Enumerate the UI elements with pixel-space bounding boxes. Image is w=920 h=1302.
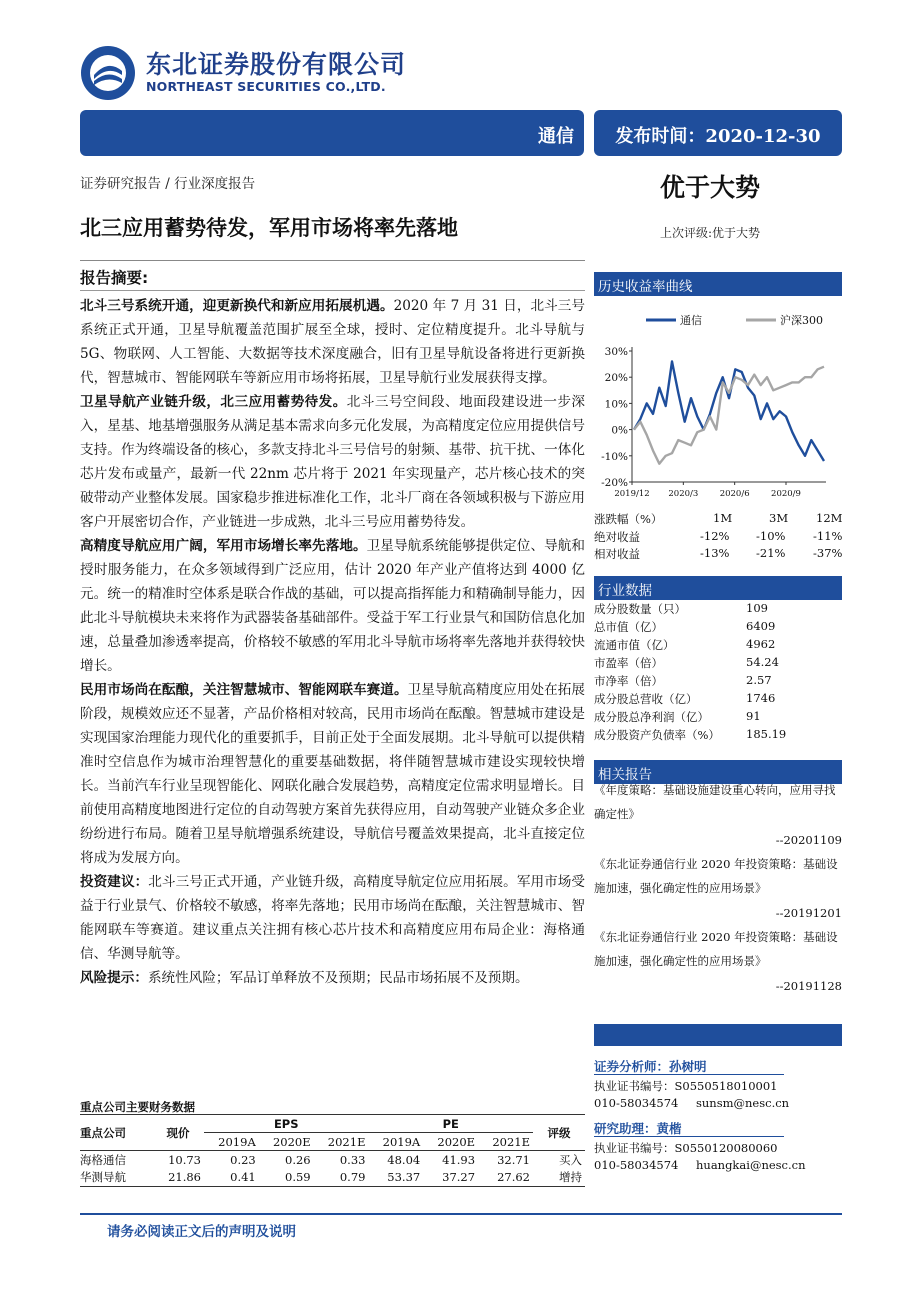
rating-cell: 增持	[559, 1170, 582, 1185]
summary-paragraph	[80, 678, 585, 870]
summary-paragraph	[80, 294, 585, 390]
paragraph-lead: 民用市场尚在酝酿，关注智慧城市、智能网联车赛道。	[80, 682, 408, 698]
cell: 0.59	[285, 1170, 311, 1185]
report-title: 北三应用蓄势待发，军用市场将率先落地	[80, 216, 458, 240]
cell: 0.79	[339, 1170, 366, 1185]
col-pe: PE	[442, 1116, 459, 1131]
paragraph-text: 卫星导航高精度应用处在拓展阶段，规模效应还不显著，产品价格相对较高，民用市场尚在酝酿。智慧城市建设是实现国家治理能力现代化的重要抓手，目前正处于全面发展期。北斗导航可以提供精准时空信息作为城市治理智慧化的重要基础数据，将伴随智慧城市建设实现较快增长。当前汽车行业呈现智能化、网联化融合发展趋势，高精度定位需求明显增长。目前使用高精度地图进行定位的自动驾驶方案首先获得应用，自动驾驶产业链众多企业纷纷进行布局。随着卫星导航增强系统建设，导航信号覆盖效果提高，北斗直接定位将成为发展方向。	[80, 682, 586, 866]
cell: 0.33	[339, 1152, 366, 1167]
industry-row	[594, 673, 842, 691]
related-report-title[interactable]: 《东北证券通信行业 2020 年投资策略：基础设施加速，强化确定性的应用场景》	[594, 930, 838, 968]
analyst-phone: 010-58034574	[594, 1096, 679, 1110]
cell: 27.62	[497, 1170, 530, 1185]
sector-bar	[80, 110, 584, 156]
series-line-telecom	[634, 362, 824, 462]
paragraph-text: 北斗三号空间段、地面段建设进一步深入，星基、地基增强服务从满足基本需求向多元化发展，为高精度定位应用提供信号支持。作为终端设备的核心，多款支持北斗三号信号的射频、基带、抗干扰、一体化芯片发布或量产，最新一代 22nm 芯片将于 2021 年实现量产，芯片核心技术的突破带动产业整体发展。国家稳步推进标准化工作，北斗厂商在各领域积极与下游应用客户开展密切合作，产业链进一步成熟，北斗三号应用蓄势待发。	[80, 394, 586, 530]
related-reports-heading: 相关报告	[594, 760, 842, 784]
series-line-csi300	[634, 367, 824, 464]
company-name-en: NORTHEAST SECURITIES CO.,LTD.	[146, 79, 386, 94]
returns-value: -13%	[700, 546, 730, 560]
returns-row	[594, 529, 842, 547]
cell: 53.37	[387, 1170, 421, 1185]
table-row	[80, 1169, 585, 1187]
cell: 0.26	[285, 1152, 311, 1167]
cell: 37.27	[442, 1170, 476, 1185]
y-tick-label: 20%	[604, 372, 628, 385]
paragraph-text: 卫星导航系统能够提供定位、导航和授时服务能力，在众多领域得到广泛应用，估计 2020 年产业产值将达到 4000 亿元。统一的精准时空体系是联合作战的基础，可以提高指挥能力和精确制导能力，因此北斗导航模块未来将作为武器装备基础部件。受益于军工行业景气和国防信息化加速，总量叠加渗透率提高，价格较不敏感的军用北斗导航市场将率先落地并获得较快增长。	[80, 538, 586, 674]
col-price: 现价	[166, 1125, 190, 1140]
summary-body	[80, 294, 585, 990]
analyst-email[interactable]: sunsm@nesc.cn	[696, 1096, 790, 1110]
assistant-phone: 010-58034574	[594, 1158, 679, 1172]
returns-row-label: 相对收益	[594, 547, 640, 561]
industry-row	[594, 619, 842, 637]
x-tick-label: 2020/9	[771, 489, 801, 499]
y-tick-label: 10%	[604, 398, 628, 411]
assistant-email[interactable]: huangkai@nesc.cn	[696, 1158, 806, 1172]
x-tick-label: 2020/6	[719, 489, 750, 499]
returns-value: -21%	[756, 546, 786, 560]
legend-label: 沪深300	[780, 314, 823, 327]
table-row	[80, 1151, 585, 1169]
analyst-name: 证券分析师：孙树明	[594, 1059, 707, 1074]
returns-value: -10%	[756, 529, 786, 543]
returns-header-1m: 1M	[713, 511, 733, 525]
year-header: 2019A	[368, 1133, 423, 1151]
x-tick-label: 2020/3	[668, 489, 699, 499]
chart-heading: 历史收益率曲线	[594, 272, 842, 296]
industry-value: 1746	[746, 691, 776, 705]
industry-label: 成分股数量（只）	[594, 602, 686, 616]
cell: 32.71	[497, 1152, 530, 1167]
company-logo	[80, 45, 136, 101]
report-type: 证券研究报告 / 行业深度报告	[80, 176, 256, 192]
industry-value: 4962	[746, 637, 776, 651]
returns-row	[594, 546, 842, 564]
year-header: 2020E	[259, 1133, 314, 1151]
industry-label: 市净率（倍）	[594, 674, 663, 688]
paragraph-lead: 高精度导航应用广阔，军用市场增长率先落地。	[80, 538, 367, 554]
industry-label: 市盈率（倍）	[594, 656, 663, 670]
industry-value: 185.19	[746, 727, 787, 741]
footer-notice: 请务必阅读正文后的声明及说明	[107, 1224, 296, 1240]
summary-paragraph	[80, 534, 585, 678]
cell: 0.23	[230, 1152, 256, 1167]
y-tick-label: -20%	[601, 477, 628, 489]
assistant-name: 研究助理：黄楷	[594, 1121, 682, 1136]
industry-value: 54.24	[746, 655, 779, 669]
related-report-title[interactable]: 《东北证券通信行业 2020 年投资策略：基础设施加速，强化确定性的应用场景》	[594, 857, 838, 895]
company-name-cn: 东北证券股份有限公司	[146, 50, 407, 79]
industry-label: 成分股总净利润（亿）	[594, 710, 709, 724]
return-chart	[594, 296, 842, 506]
col-eps: EPS	[273, 1116, 299, 1131]
col-company: 重点公司	[80, 1125, 126, 1140]
industry-row	[594, 709, 842, 727]
company-name: 华测导航	[80, 1170, 126, 1185]
industry-row	[594, 655, 842, 673]
year-header: 2021E	[478, 1133, 533, 1151]
industry-row	[594, 727, 842, 745]
cell: 48.04	[387, 1152, 421, 1167]
cell: 41.93	[442, 1152, 476, 1167]
paragraph-lead: 投资建议：	[80, 874, 149, 890]
returns-header-12m: 12M	[816, 511, 843, 525]
x-tick-label: 2019/12	[614, 489, 650, 499]
paragraph-text: 系统性风险；军品订单释放不及预期；民品市场拓展不及预期。	[147, 970, 529, 986]
assistant-cert: 执业证书编号：S0550120080060	[594, 1141, 778, 1155]
analyst-cert: 执业证书编号：S0550518010001	[594, 1079, 778, 1093]
paragraph-text: 北斗三号正式开通，产业链升级，高精度导航定位应用拓展。军用市场受益于行业景气、价格较不敏感，将率先落地；民用市场尚在酝酿，关注智慧城市、智能网联车等赛道。建议重点关注拥有核心芯片技术和高精度应用布局企业：海格通信、华测导航等。	[80, 874, 586, 962]
summary-paragraph	[80, 870, 585, 966]
divider	[80, 260, 585, 261]
cell: 21.86	[168, 1170, 201, 1185]
industry-value: 91	[746, 709, 761, 723]
industry-row	[594, 691, 842, 709]
analyst-section-bar	[594, 1024, 842, 1046]
industry-label: 总市值（亿）	[594, 620, 663, 634]
publish-date: 发布时间：2020-12-30	[615, 126, 821, 147]
industry-value: 109	[746, 601, 768, 615]
related-report-date: --20191201	[775, 906, 842, 920]
industry-row	[594, 637, 842, 655]
industry-label: 成分股资产负债率（%）	[594, 728, 720, 742]
returns-value: -11%	[813, 529, 843, 543]
divider	[80, 290, 585, 291]
returns-row-label: 绝对收益	[594, 530, 640, 544]
industry-label: 流通市值（亿）	[594, 638, 675, 652]
returns-header-label: 涨跌幅（%）	[594, 512, 663, 526]
related-report-date: --20201109	[775, 833, 842, 847]
returns-header-row	[594, 511, 842, 529]
year-header: 2021E	[314, 1133, 369, 1151]
divider	[594, 1074, 784, 1075]
divider	[594, 1136, 784, 1137]
industry-value: 6409	[746, 619, 776, 633]
summary-paragraph	[80, 390, 585, 534]
returns-header-3m: 3M	[769, 511, 789, 525]
publish-date-bar	[594, 110, 842, 156]
key-companies-title: 重点公司主要财务数据	[80, 1100, 195, 1114]
industry-value: 2.57	[746, 673, 772, 687]
industry-row	[594, 601, 842, 619]
sector-label: 通信	[538, 126, 574, 147]
footer-divider	[80, 1213, 842, 1215]
col-rating: 评级	[547, 1125, 571, 1140]
y-tick-label: -10%	[601, 450, 628, 463]
company-name: 海格通信	[80, 1152, 126, 1167]
industry-data-heading: 行业数据	[594, 576, 842, 600]
paragraph-lead: 卫星导航产业链升级，北三应用蓄势待发。	[80, 394, 347, 410]
rating-cell: 买入	[559, 1152, 582, 1167]
y-tick-label: 30%	[604, 346, 628, 358]
legend-label: 通信	[680, 314, 702, 327]
cell: 10.73	[168, 1152, 201, 1167]
year-header: 2020E	[423, 1133, 478, 1151]
summary-heading: 报告摘要:	[80, 269, 149, 287]
year-header: 2019A	[204, 1133, 259, 1151]
paragraph-lead: 风险提示：	[80, 970, 148, 986]
cell: 0.41	[230, 1170, 256, 1185]
returns-value: -37%	[813, 546, 843, 560]
paragraph-lead: 北斗三号系统开通，迎更新换代和新应用拓展机遇。	[80, 298, 394, 314]
paragraph-text: 2020 年 7 月 31 日，北斗三号系统正式开通，卫星导航覆盖范围扩展至全球，授时、定位精度提升。北斗导航与 5G、物联网、人工智能、大数据等技术深度融合，旧有卫星导航设备将进行更新换代，智慧城市、智能网联车等新应用市场将拓展，卫星导航行业发展获得支撑。	[80, 298, 585, 386]
summary-paragraph	[80, 966, 585, 990]
y-tick-label: 0%	[611, 424, 628, 437]
related-report-title[interactable]: 《年度策略：基础设施建设重心转向，应用寻找确定性》	[594, 783, 836, 821]
previous-rating: 上次评级:优于大势	[660, 226, 761, 240]
related-report-date: --20191128	[775, 979, 842, 993]
industry-label: 成分股总营收（亿）	[594, 692, 698, 706]
key-companies-table	[80, 1114, 585, 1187]
returns-value: -12%	[700, 529, 730, 543]
rating: 优于大势	[660, 173, 761, 202]
